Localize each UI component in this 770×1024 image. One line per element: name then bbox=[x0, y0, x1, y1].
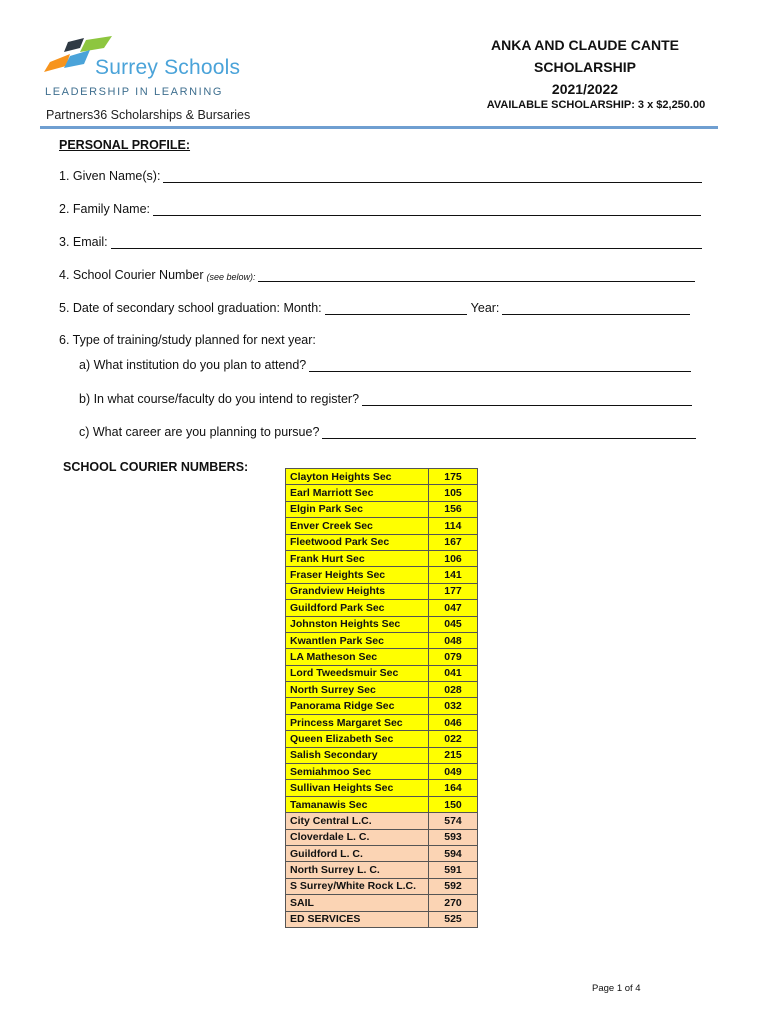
courier-row bbox=[286, 780, 478, 796]
courier-row bbox=[286, 895, 478, 911]
partners-label: Partners36 Scholarships & Bursaries bbox=[46, 108, 251, 122]
courier-school-name: North Surrey Sec bbox=[286, 682, 429, 698]
courier-school-name: Cloverdale L. C. bbox=[286, 829, 429, 845]
courier-code: 270 bbox=[429, 895, 478, 911]
given-name-row bbox=[59, 168, 702, 183]
course-label: b) In what course/faculty do you intend to register? bbox=[79, 392, 360, 406]
courier-school-name: Tamanawis Sec bbox=[286, 796, 429, 812]
courier-code: 105 bbox=[429, 485, 478, 501]
courier-row bbox=[286, 731, 478, 747]
courier-code: 049 bbox=[429, 764, 478, 780]
courier-school-name: LA Matheson Sec bbox=[286, 649, 429, 665]
courier-code: 525 bbox=[429, 911, 478, 927]
courier-school-name: Clayton Heights Sec bbox=[286, 469, 429, 485]
courier-row bbox=[286, 534, 478, 550]
training-row bbox=[59, 333, 319, 347]
institution-row bbox=[79, 357, 691, 372]
institution-label: a) What institution do you plan to attend? bbox=[79, 358, 307, 372]
courier-school-name: Enver Creek Sec bbox=[286, 518, 429, 534]
courier-code: 022 bbox=[429, 731, 478, 747]
family-name-label: 2. Family Name: bbox=[59, 202, 150, 216]
courier-code: 167 bbox=[429, 534, 478, 550]
courier-school-name: Queen Elizabeth Sec bbox=[286, 731, 429, 747]
courier-code: 593 bbox=[429, 829, 478, 845]
given-name-label: 1. Given Name(s): bbox=[59, 169, 161, 183]
courier-code: 177 bbox=[429, 583, 478, 599]
courier-school-name: City Central L.C. bbox=[286, 813, 429, 829]
courier-school-name: Semiahmoo Sec bbox=[286, 764, 429, 780]
email-row bbox=[59, 234, 702, 249]
courier-school-name: Grandview Heights bbox=[286, 583, 429, 599]
courier-row bbox=[286, 469, 478, 485]
courier-school-name: S Surrey/White Rock L.C. bbox=[286, 878, 429, 894]
courier-row bbox=[286, 550, 478, 566]
courier-number-field[interactable] bbox=[258, 267, 695, 282]
courier-code: 114 bbox=[429, 518, 478, 534]
courier-row bbox=[286, 698, 478, 714]
courier-row bbox=[286, 829, 478, 845]
section-personal-profile: PERSONAL PROFILE: bbox=[59, 138, 191, 152]
courier-row bbox=[286, 583, 478, 599]
courier-code: 150 bbox=[429, 796, 478, 812]
courier-code: 032 bbox=[429, 698, 478, 714]
courier-school-name: Fraser Heights Sec bbox=[286, 567, 429, 583]
courier-school-name: Fleetwood Park Sec bbox=[286, 534, 429, 550]
career-field[interactable] bbox=[322, 424, 696, 439]
scholarship-title bbox=[480, 34, 690, 100]
title-line-2: SCHOLARSHIP bbox=[534, 59, 636, 75]
courier-code: 594 bbox=[429, 845, 478, 861]
institution-field[interactable] bbox=[309, 357, 691, 372]
courier-row bbox=[286, 878, 478, 894]
career-row bbox=[79, 424, 696, 439]
graduation-row bbox=[59, 300, 690, 315]
courier-code: 048 bbox=[429, 632, 478, 648]
logo-wordmark: Surrey Schools bbox=[95, 56, 241, 79]
courier-code: 141 bbox=[429, 567, 478, 583]
courier-school-name: Sullivan Heights Sec bbox=[286, 780, 429, 796]
title-line-1: ANKA AND CLAUDE CANTE bbox=[491, 37, 679, 53]
courier-school-name: Elgin Park Sec bbox=[286, 501, 429, 517]
courier-row bbox=[286, 501, 478, 517]
courier-code: 028 bbox=[429, 682, 478, 698]
courier-table-body bbox=[286, 469, 478, 928]
courier-code: 215 bbox=[429, 747, 478, 763]
courier-school-name: Princess Margaret Sec bbox=[286, 714, 429, 730]
courier-school-name: Kwantlen Park Sec bbox=[286, 632, 429, 648]
courier-row bbox=[286, 567, 478, 583]
courier-row bbox=[286, 813, 478, 829]
courier-row bbox=[286, 616, 478, 632]
courier-school-name: Panorama Ridge Sec bbox=[286, 698, 429, 714]
courier-code: 045 bbox=[429, 616, 478, 632]
graduation-month-label: 5. Date of secondary school graduation: Month: bbox=[59, 301, 322, 315]
courier-row bbox=[286, 911, 478, 927]
courier-school-name: North Surrey L. C. bbox=[286, 862, 429, 878]
courier-code: 041 bbox=[429, 665, 478, 681]
courier-school-name: ED SERVICES bbox=[286, 911, 429, 927]
courier-numbers-title: SCHOOL COURIER NUMBERS: bbox=[63, 460, 249, 474]
courier-row bbox=[286, 518, 478, 534]
courier-school-name: SAIL bbox=[286, 895, 429, 911]
courier-row bbox=[286, 796, 478, 812]
courier-code: 175 bbox=[429, 469, 478, 485]
courier-code: 574 bbox=[429, 813, 478, 829]
given-name-field[interactable] bbox=[163, 168, 702, 183]
courier-row bbox=[286, 862, 478, 878]
courier-school-name: Johnston Heights Sec bbox=[286, 616, 429, 632]
courier-row bbox=[286, 600, 478, 616]
courier-school-name: Earl Marriott Sec bbox=[286, 485, 429, 501]
logo-tagline: LEADERSHIP IN LEARNING bbox=[45, 86, 224, 98]
training-label: 6. Type of training/study planned for next year: bbox=[59, 333, 316, 347]
courier-number-label: 4. School Courier Number bbox=[59, 268, 204, 282]
courier-code: 164 bbox=[429, 780, 478, 796]
courier-code: 591 bbox=[429, 862, 478, 878]
courier-number-note: (see below): bbox=[206, 272, 256, 282]
courier-school-name: Frank Hurt Sec bbox=[286, 550, 429, 566]
courier-code: 156 bbox=[429, 501, 478, 517]
email-label: 3. Email: bbox=[59, 235, 108, 249]
courier-code: 046 bbox=[429, 714, 478, 730]
title-line-3: 2021/2022 bbox=[551, 81, 619, 97]
available-scholarship: AVAILABLE SCHOLARSHIP: 3 x $2,250.00 bbox=[486, 99, 706, 111]
courier-number-row bbox=[59, 267, 695, 282]
courier-row bbox=[286, 632, 478, 648]
courier-row bbox=[286, 665, 478, 681]
courier-row bbox=[286, 845, 478, 861]
header-divider bbox=[40, 126, 718, 129]
courier-code: 047 bbox=[429, 600, 478, 616]
courier-row bbox=[286, 714, 478, 730]
course-row bbox=[79, 391, 692, 406]
courier-row bbox=[286, 485, 478, 501]
family-name-row bbox=[59, 201, 701, 216]
courier-row bbox=[286, 682, 478, 698]
career-label: c) What career are you planning to pursue? bbox=[79, 425, 320, 439]
courier-code: 592 bbox=[429, 878, 478, 894]
courier-code: 106 bbox=[429, 550, 478, 566]
graduation-year-label: Year: bbox=[470, 301, 500, 315]
courier-code: 079 bbox=[429, 649, 478, 665]
courier-school-name: Salish Secondary bbox=[286, 747, 429, 763]
courier-row bbox=[286, 649, 478, 665]
courier-numbers-table bbox=[285, 468, 478, 928]
email-field[interactable] bbox=[111, 234, 702, 249]
page-number: Page 1 of 4 bbox=[592, 983, 641, 994]
courier-school-name: Lord Tweedsmuir Sec bbox=[286, 665, 429, 681]
graduation-year-field[interactable] bbox=[502, 300, 690, 315]
course-field[interactable] bbox=[362, 391, 692, 406]
courier-school-name: Guildford L. C. bbox=[286, 845, 429, 861]
courier-school-name: Guildford Park Sec bbox=[286, 600, 429, 616]
courier-row bbox=[286, 747, 478, 763]
family-name-field[interactable] bbox=[153, 201, 701, 216]
courier-row bbox=[286, 764, 478, 780]
graduation-month-field[interactable] bbox=[325, 300, 467, 315]
